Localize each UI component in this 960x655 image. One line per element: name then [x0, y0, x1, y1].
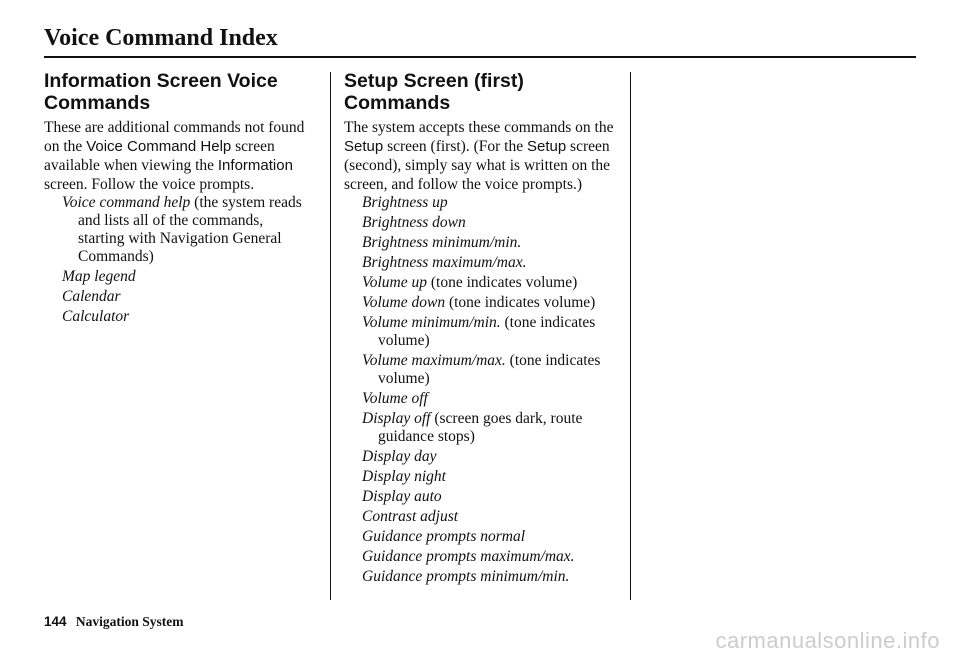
command-note: (tone indicates volume): [445, 294, 596, 311]
page-title: Voice Command Index: [44, 25, 278, 51]
command-phrase: Volume minimum/min.: [362, 314, 501, 331]
command-item: [362, 488, 624, 506]
command-phrase: Display auto: [362, 488, 442, 505]
column-divider-left: [330, 72, 331, 600]
title-underline: [44, 56, 916, 58]
column-divider-right: [630, 72, 631, 600]
command-phrase: Volume off: [362, 390, 428, 407]
setup-screen-intro: [344, 118, 624, 194]
command-phrase: Display night: [362, 468, 446, 485]
command-item: [362, 194, 624, 212]
command-item: [62, 288, 306, 306]
command-item: [362, 390, 624, 408]
intro-text: These are additional commands not found on the: [44, 119, 305, 155]
screen-name-term: Voice Command Help: [86, 138, 232, 155]
command-item: [362, 314, 624, 350]
intro-text: screen available when viewing the: [44, 138, 275, 174]
command-phrase: Brightness up: [362, 194, 448, 211]
command-phrase: Volume down: [362, 294, 446, 311]
screen-name-term: Information: [217, 157, 293, 174]
command-phrase: Map legend: [62, 268, 136, 285]
command-item: [362, 254, 624, 272]
setup-screen-heading: Setup Screen (first) Commands: [344, 70, 524, 114]
command-note: (the system reads and lists all of the commands, starting with Navigation General Commands): [78, 194, 302, 265]
command-phrase: Display off: [362, 410, 431, 427]
command-phrase: Brightness maximum/max.: [362, 254, 527, 271]
information-screen-intro: [44, 118, 306, 194]
information-screen-heading: Information Screen Voice Commands: [44, 70, 278, 114]
command-note: (screen goes dark, route guidance stops): [378, 410, 583, 445]
command-note: (tone indicates volume): [378, 352, 601, 387]
command-phrase: Calendar: [62, 288, 121, 305]
command-phrase: Guidance prompts normal: [362, 528, 526, 545]
command-item: [362, 568, 624, 586]
command-phrase: Brightness down: [362, 214, 466, 231]
command-item: [362, 448, 624, 466]
information-command-list: [62, 194, 306, 326]
command-item: [62, 194, 306, 266]
command-phrase: Contrast adjust: [362, 508, 459, 525]
setup-screen-section: [344, 70, 624, 588]
command-phrase: Display day: [362, 448, 437, 465]
command-phrase: Volume up: [362, 274, 428, 291]
screen-name-term: Setup: [526, 138, 567, 155]
intro-text: screen (first). (For the: [383, 138, 527, 155]
command-note: (tone indicates volume): [427, 274, 578, 291]
command-item: [62, 308, 306, 326]
command-item: [362, 274, 624, 292]
command-phrase: Guidance prompts minimum/min.: [362, 568, 570, 585]
command-item: [62, 268, 306, 286]
page-footer: [44, 614, 184, 630]
command-item: [362, 294, 624, 312]
command-item: [362, 508, 624, 526]
intro-text: The system accepts these commands on the: [344, 119, 614, 136]
command-phrase: Volume maximum/max.: [362, 352, 506, 369]
command-note: (tone indicates volume): [378, 314, 596, 349]
intro-text: screen (second), simply say what is written on the screen, and follow the voice prompts.): [344, 138, 611, 193]
command-phrase: Voice command help: [62, 194, 191, 211]
command-item: [362, 548, 624, 566]
command-item: [362, 410, 624, 446]
command-item: [362, 234, 624, 252]
intro-text: screen. Follow the voice prompts.: [44, 176, 255, 193]
footer-section-name: Navigation System: [75, 614, 184, 629]
screen-name-term: Setup: [344, 138, 384, 155]
command-item: [362, 214, 624, 232]
command-item: [362, 528, 624, 546]
command-phrase: Guidance prompts maximum/max.: [362, 548, 575, 565]
command-item: [362, 468, 624, 486]
command-phrase: Brightness minimum/min.: [362, 234, 522, 251]
setup-command-list: [362, 194, 624, 586]
command-item: [362, 352, 624, 388]
watermark: carmanualsonline.info: [715, 628, 940, 653]
page-number: 144: [44, 614, 67, 629]
command-phrase: Calculator: [62, 308, 130, 325]
information-screen-section: [44, 70, 306, 328]
